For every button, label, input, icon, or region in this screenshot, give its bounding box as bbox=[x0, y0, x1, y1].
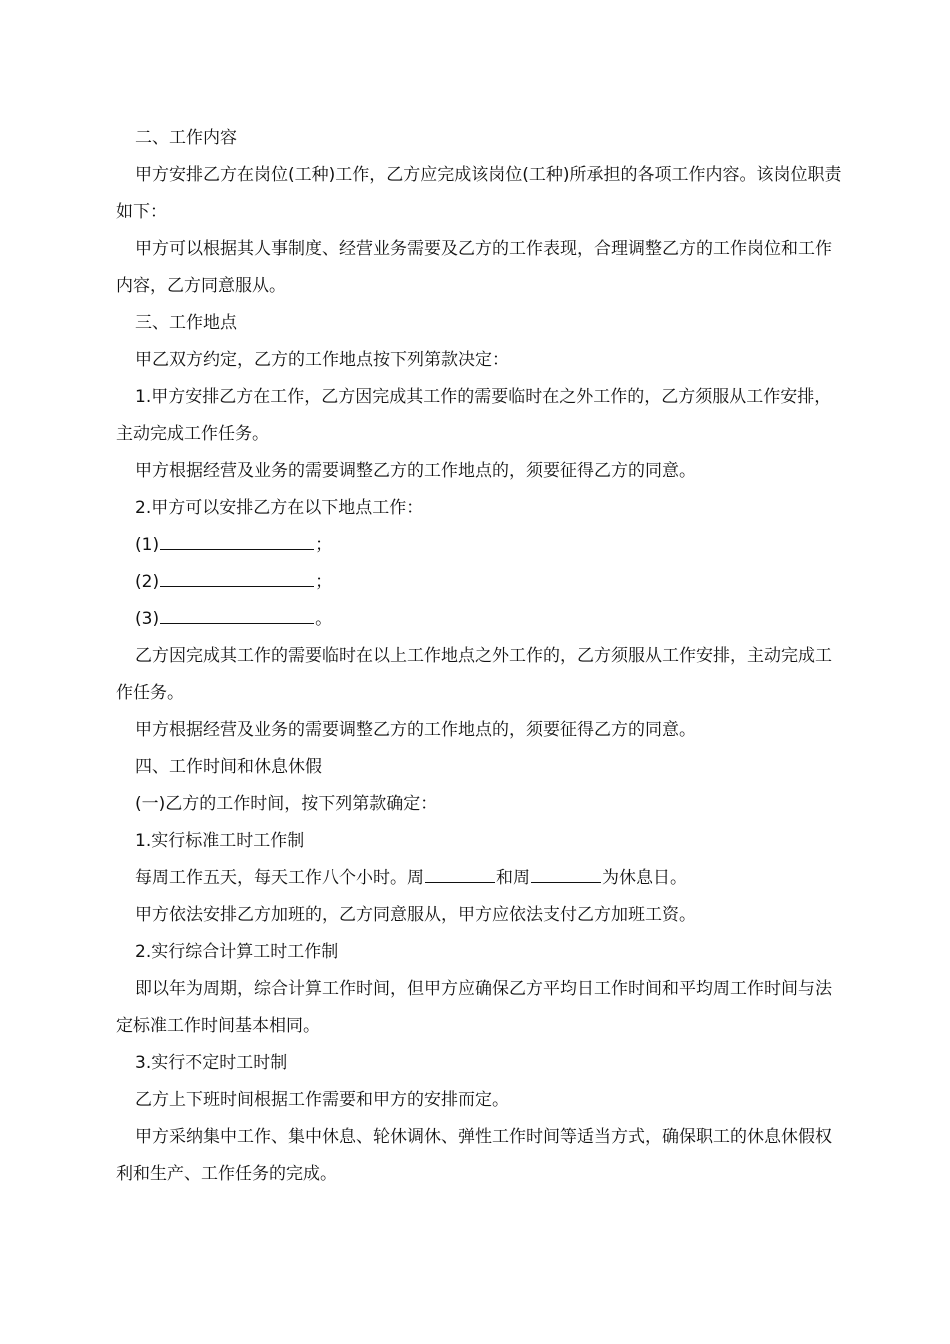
fill-in-blank[interactable] bbox=[160, 585, 314, 587]
paragraph: 即以年为周期，综合计算工作时间，但甲方应确保乙方平均日工作时间和平均周工作时间与法定标准工作时间基本相同。 bbox=[116, 979, 832, 1036]
list-item: 1.实行标准工时工作制 bbox=[135, 831, 305, 851]
section-heading-work-content: 二、工作内容 bbox=[135, 128, 237, 148]
paragraph: 甲方根据经营及业务的需要调整乙方的工作地点的，须要征得乙方的同意。 bbox=[135, 461, 696, 481]
fill-in-blank[interactable] bbox=[160, 548, 314, 550]
list-item: 2.实行综合计算工时工作制 bbox=[135, 942, 339, 962]
location-label: (2) bbox=[135, 572, 160, 592]
punctuation: ； bbox=[315, 572, 333, 592]
location-label: (1) bbox=[135, 535, 160, 555]
paragraph: 乙方因完成其工作的需要临时在以上工作地点之外工作的，乙方须服从工作安排，主动完成工作任务。 bbox=[116, 646, 832, 703]
location-line-2 bbox=[116, 564, 846, 601]
paragraph: 乙方上下班时间根据工作需要和甲方的安排而定。 bbox=[135, 1090, 509, 1110]
list-item: 1.甲方安排乙方在工作，乙方因完成其工作的需要临时在之外工作的，乙方须服从工作安排，主动完成工作任务。 bbox=[116, 387, 832, 444]
punctuation: 。 bbox=[315, 609, 333, 629]
document-body bbox=[116, 120, 846, 1193]
fill-in-blank[interactable] bbox=[160, 622, 314, 624]
location-line-3 bbox=[116, 601, 846, 638]
paragraph: 甲方采纳集中工作、集中休息、轮休调休、弹性工作时间等适当方式，确保职工的休息休假权利和生产、工作任务的完成。 bbox=[116, 1127, 832, 1184]
sub-heading: (一)乙方的工作时间，按下列第款确定： bbox=[135, 794, 438, 814]
list-item: 2.甲方可以安排乙方在以下地点工作： bbox=[135, 498, 424, 518]
paragraph: 甲方可以根据其人事制度、经营业务需要及乙方的工作表现，合理调整乙方的工作岗位和工作内容，乙方同意服从。 bbox=[116, 239, 832, 296]
text-segment: 为休息日。 bbox=[602, 868, 687, 888]
location-label: (3) bbox=[135, 609, 160, 629]
text-segment: 和周 bbox=[496, 868, 530, 888]
punctuation: ； bbox=[315, 535, 333, 555]
location-line-1 bbox=[116, 527, 846, 564]
list-item: 3.实行不定时工时制 bbox=[135, 1053, 288, 1073]
section-heading-work-hours: 四、工作时间和休息休假 bbox=[135, 757, 322, 777]
fill-in-blank[interactable] bbox=[531, 881, 601, 883]
section-heading-work-location: 三、工作地点 bbox=[135, 313, 237, 333]
paragraph: 甲方根据经营及业务的需要调整乙方的工作地点的，须要征得乙方的同意。 bbox=[135, 720, 696, 740]
fill-in-blank[interactable] bbox=[425, 881, 495, 883]
paragraph: 甲方安排乙方在岗位(工种)工作，乙方应完成该岗位(工种)所承担的各项工作内容。该岗位职责如下： bbox=[116, 165, 842, 222]
text-segment: 每周工作五天，每天工作八个小时。周 bbox=[135, 868, 424, 888]
paragraph: 甲乙双方约定，乙方的工作地点按下列第款决定： bbox=[135, 350, 509, 370]
rest-day-line bbox=[116, 860, 846, 897]
paragraph: 甲方依法安排乙方加班的，乙方同意服从，甲方应依法支付乙方加班工资。 bbox=[135, 905, 696, 925]
